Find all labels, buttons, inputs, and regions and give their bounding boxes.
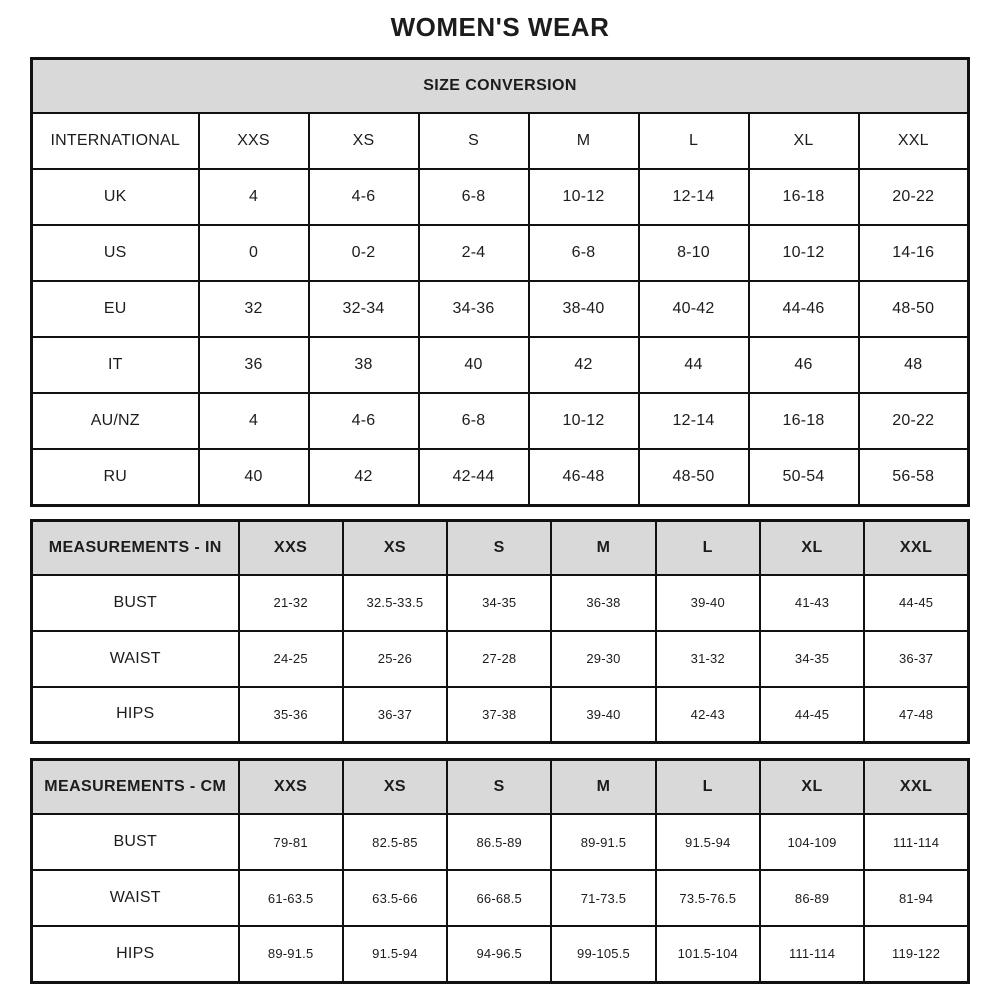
- table-row: [32, 870, 969, 926]
- row-label: BUST: [32, 575, 239, 631]
- table-cell: XXL: [859, 113, 969, 169]
- table-cell: 10-12: [529, 393, 639, 449]
- table-row: [32, 687, 969, 743]
- table-cell: 24-25: [239, 631, 343, 687]
- table-cell: 34-35: [760, 631, 864, 687]
- table-cell: 40: [199, 449, 309, 505]
- table-cell: 101.5-104: [656, 926, 760, 982]
- table-cell: 32-34: [309, 281, 419, 337]
- table-cell: 41-43: [760, 575, 864, 631]
- table-cell: 48-50: [859, 281, 969, 337]
- table-row: [32, 814, 969, 870]
- table-cell: 6-8: [529, 225, 639, 281]
- column-header-xl: XL: [760, 760, 864, 815]
- table-row: [32, 225, 969, 281]
- table-cell: 14-16: [859, 225, 969, 281]
- table-cell: 16-18: [749, 169, 859, 225]
- table-cell: 6-8: [419, 393, 529, 449]
- size-conversion-table: [30, 57, 970, 507]
- table-row: [32, 281, 969, 337]
- table-cell: 40-42: [639, 281, 749, 337]
- table-cell: 27-28: [447, 631, 551, 687]
- table-row: [32, 169, 969, 225]
- table-cell: 86.5-89: [447, 814, 551, 870]
- row-label: WAIST: [32, 631, 239, 687]
- table-cell: 86-89: [760, 870, 864, 926]
- table-cell: 2-4: [419, 225, 529, 281]
- row-label: WAIST: [32, 870, 239, 926]
- table-cell: 63.5-66: [343, 870, 447, 926]
- table-row: [32, 337, 969, 393]
- header-row: [32, 520, 969, 575]
- column-header-xl: XL: [760, 520, 864, 575]
- table-cell: 21-32: [239, 575, 343, 631]
- table-cell: 47-48: [864, 687, 968, 743]
- column-header-l: L: [656, 760, 760, 815]
- table-row: [32, 631, 969, 687]
- table-cell: 99-105.5: [551, 926, 655, 982]
- table-cell: 39-40: [551, 687, 655, 743]
- table-cell: 56-58: [859, 449, 969, 505]
- column-header-m: M: [551, 520, 655, 575]
- table-cell: 8-10: [639, 225, 749, 281]
- row-label: IT: [32, 337, 199, 393]
- size_conversion-title: SIZE CONVERSION: [32, 59, 969, 114]
- table-cell: 73.5-76.5: [656, 870, 760, 926]
- table-cell: 42: [309, 449, 419, 505]
- column-header-xs: XS: [343, 760, 447, 815]
- page-title: WOMEN'S WEAR: [390, 12, 610, 42]
- table-cell: 20-22: [859, 169, 969, 225]
- table-cell: 0-2: [309, 225, 419, 281]
- table-cell: 48: [859, 337, 969, 393]
- table-cell: 31-32: [656, 631, 760, 687]
- table-cell: XS: [309, 113, 419, 169]
- table-cell: 35-36: [239, 687, 343, 743]
- row-label: RU: [32, 449, 199, 505]
- table-cell: 44-45: [864, 575, 968, 631]
- table-cell: 104-109: [760, 814, 864, 870]
- table-cell: 6-8: [419, 169, 529, 225]
- table-cell: 38: [309, 337, 419, 393]
- column-header-s: S: [447, 520, 551, 575]
- table-cell: 119-122: [864, 926, 968, 982]
- measurements-in-table: [30, 519, 970, 745]
- table-cell: 91.5-94: [343, 926, 447, 982]
- table-cell: 0: [199, 225, 309, 281]
- table-row: [32, 113, 969, 169]
- table-cell: 25-26: [343, 631, 447, 687]
- table-cell: M: [529, 113, 639, 169]
- row-label: HIPS: [32, 926, 239, 982]
- column-header-xs: XS: [343, 520, 447, 575]
- table-cell: 50-54: [749, 449, 859, 505]
- table-cell: 38-40: [529, 281, 639, 337]
- table-cell: 82.5-85: [343, 814, 447, 870]
- row-label: INTERNATIONAL: [32, 113, 199, 169]
- table-cell: 4-6: [309, 169, 419, 225]
- row-label: EU: [32, 281, 199, 337]
- table-cell: 16-18: [749, 393, 859, 449]
- table-cell: 29-30: [551, 631, 655, 687]
- table-cell: 44-45: [760, 687, 864, 743]
- header-row: [32, 59, 969, 114]
- table-cell: 61-63.5: [239, 870, 343, 926]
- table-cell: XL: [749, 113, 859, 169]
- table-row: [32, 926, 969, 982]
- table-cell: XXS: [199, 113, 309, 169]
- column-header-xxs: XXS: [239, 520, 343, 575]
- table-cell: 36: [199, 337, 309, 393]
- table-cell: 42-43: [656, 687, 760, 743]
- column-header-xxs: XXS: [239, 760, 343, 815]
- measurements_in-title: MEASUREMENTS - IN: [32, 520, 239, 575]
- table-cell: 34-35: [447, 575, 551, 631]
- table-row: [32, 575, 969, 631]
- table-cell: 10-12: [749, 225, 859, 281]
- table-cell: 12-14: [639, 393, 749, 449]
- table-cell: 89-91.5: [551, 814, 655, 870]
- table-cell: 4: [199, 393, 309, 449]
- table-cell: 42-44: [419, 449, 529, 505]
- table-cell: 48-50: [639, 449, 749, 505]
- table-row: [32, 393, 969, 449]
- column-header-l: L: [656, 520, 760, 575]
- table-cell: 32.5-33.5: [343, 575, 447, 631]
- table-cell: 36-38: [551, 575, 655, 631]
- table-cell: 111-114: [864, 814, 968, 870]
- table-cell: 94-96.5: [447, 926, 551, 982]
- table-cell: 46: [749, 337, 859, 393]
- table-cell: 46-48: [529, 449, 639, 505]
- column-header-xxl: XXL: [864, 520, 968, 575]
- measurements_cm-title: MEASUREMENTS - CM: [32, 760, 239, 815]
- table-cell: 40: [419, 337, 529, 393]
- table-cell: 32: [199, 281, 309, 337]
- table-cell: 79-81: [239, 814, 343, 870]
- column-header-m: M: [551, 760, 655, 815]
- column-header-s: S: [447, 760, 551, 815]
- table-cell: 71-73.5: [551, 870, 655, 926]
- table-row: [32, 449, 969, 505]
- table-cell: 91.5-94: [656, 814, 760, 870]
- table-cell: 4: [199, 169, 309, 225]
- table-cell: 44: [639, 337, 749, 393]
- table-cell: 44-46: [749, 281, 859, 337]
- table-cell: 36-37: [864, 631, 968, 687]
- header-row: [32, 760, 969, 815]
- table-cell: 20-22: [859, 393, 969, 449]
- table-cell: 37-38: [447, 687, 551, 743]
- table-cell: 39-40: [656, 575, 760, 631]
- table-cell: 12-14: [639, 169, 749, 225]
- row-label: BUST: [32, 814, 239, 870]
- column-header-xxl: XXL: [864, 760, 968, 815]
- table-cell: 111-114: [760, 926, 864, 982]
- row-label: UK: [32, 169, 199, 225]
- table-cell: 81-94: [864, 870, 968, 926]
- table-cell: S: [419, 113, 529, 169]
- measurements-cm-table: [30, 758, 970, 984]
- row-label: AU/NZ: [32, 393, 199, 449]
- table-cell: 89-91.5: [239, 926, 343, 982]
- row-label: US: [32, 225, 199, 281]
- table-cell: 34-36: [419, 281, 529, 337]
- table-cell: 36-37: [343, 687, 447, 743]
- table-cell: 4-6: [309, 393, 419, 449]
- table-cell: 10-12: [529, 169, 639, 225]
- row-label: HIPS: [32, 687, 239, 743]
- table-cell: 66-68.5: [447, 870, 551, 926]
- table-cell: L: [639, 113, 749, 169]
- table-cell: 42: [529, 337, 639, 393]
